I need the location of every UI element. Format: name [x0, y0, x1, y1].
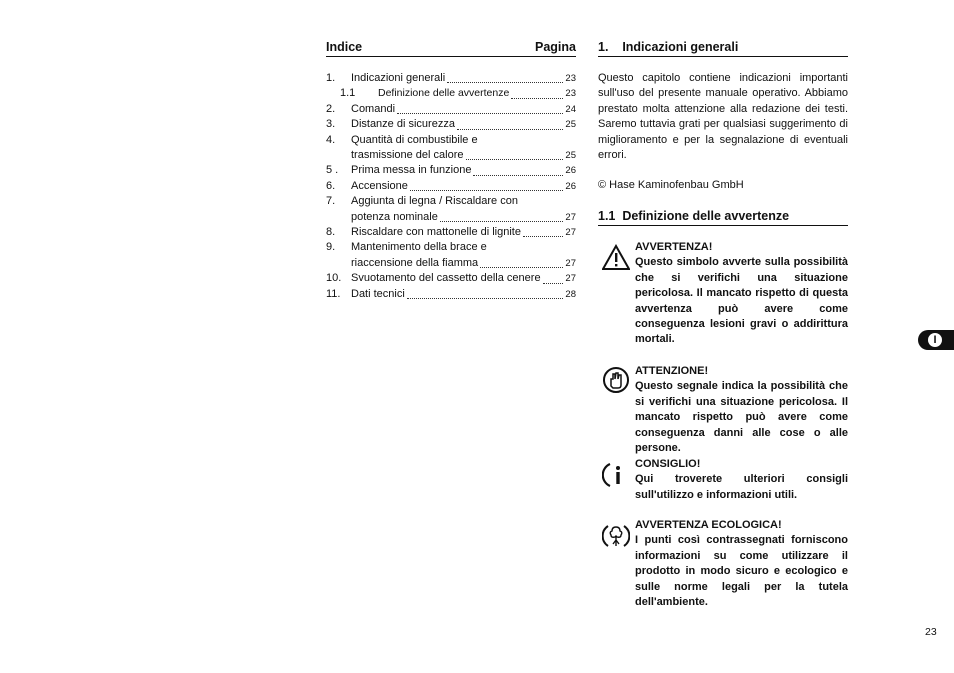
- right-column: [598, 40, 848, 226]
- notice-heading: CONSIGLIO!: [635, 458, 701, 470]
- notice-heading: AVVERTENZA ECOLOGICA!: [635, 519, 782, 531]
- hand-caution-icon: [602, 366, 630, 394]
- subsection-heading: 1.1 Definizione delle avvertenze: [598, 209, 848, 226]
- notice-caution: [598, 364, 848, 456]
- info-icon: [602, 461, 630, 489]
- notice-heading: ATTENZIONE!: [635, 365, 709, 377]
- toc-item[interactable]: 1.1 Definizione delle avvertenze 23: [340, 87, 576, 100]
- notice-text: Qui troverete ulteriori consigli sull'utilizzo e informazioni utili.: [635, 473, 848, 501]
- notice-text: Questo segnale indica la possibilità che si verifichi una situazione pericolosa. Il mancato rispetto può avere come conseguenza danni alle cose o alle persone.: [635, 380, 848, 455]
- toc-item[interactable]: 5 . Prima messa in funzione 26: [326, 164, 576, 177]
- eco-tree-icon: [602, 522, 630, 550]
- toc-list: [326, 71, 576, 302]
- toc-item[interactable]: 7. Aggiunta di legna / Riscaldare con potenza nominale 27: [326, 195, 576, 223]
- toc-header: [326, 40, 576, 57]
- warning-triangle-icon: [602, 244, 630, 272]
- intro-paragraph: Questo capitolo contiene indicazioni importanti sull'uso del presente manuale operativo. Abbiamo prestato molta attenzione alla redazione dei testi. Saremo tuttavia grati per qualsiasi suggerimento di miglioramento e per la segnalazione di eventuali errori.: [598, 72, 848, 162]
- table-of-contents: [326, 40, 576, 302]
- toc-item[interactable]: 8. Riscaldare con mattonelle di lignite 27: [326, 226, 576, 239]
- toc-item[interactable]: 1. Indicazioni generali 23: [326, 72, 576, 84]
- notice-ecology: [598, 518, 848, 610]
- notice-warning: [598, 240, 848, 348]
- toc-item[interactable]: 11. Dati tecnici 28: [326, 287, 576, 300]
- notice-heading: AVVERTENZA!: [635, 241, 713, 253]
- notice-tip: [598, 457, 848, 503]
- toc-item[interactable]: 3. Distanze di sicurezza 25: [326, 118, 576, 131]
- section-heading: 1. Indicazioni generali: [598, 40, 848, 57]
- toc-item[interactable]: 10. Svuotamento del cassetto della cenere 27: [326, 272, 576, 285]
- page-number: 23: [925, 626, 937, 638]
- toc-item[interactable]: 4. Quantità di combustibile e trasmissione del calore 25: [326, 133, 576, 162]
- copyright-text: © Hase Kaminofenbau GmbH: [598, 179, 744, 192]
- toc-page-label: Pagina: [535, 40, 576, 54]
- notice-text: I punti così contrassegnati forniscono informazioni su come utilizzare il prodotto in modo sicuro e ecologico e sulle norme legali per la tutela dell'ambiente.: [635, 534, 848, 609]
- toc-item[interactable]: 2. Comandi 24: [326, 102, 576, 115]
- language-tab: [918, 330, 954, 350]
- toc-item[interactable]: 9. Mantenimento della brace e riaccensione della fiamma 27: [326, 241, 576, 269]
- language-tab-label: I: [928, 333, 942, 347]
- notice-text: Questo simbolo avverte sulla possibilità che si verifichi una situazione pericolosa. Il mancato rispetto di questa avvertenza può avere come conseguenza lesioni gravi o addirittura mortali.: [635, 256, 848, 346]
- toc-item[interactable]: 6. Accensione 26: [326, 179, 576, 192]
- toc-title: Indice: [326, 40, 363, 54]
